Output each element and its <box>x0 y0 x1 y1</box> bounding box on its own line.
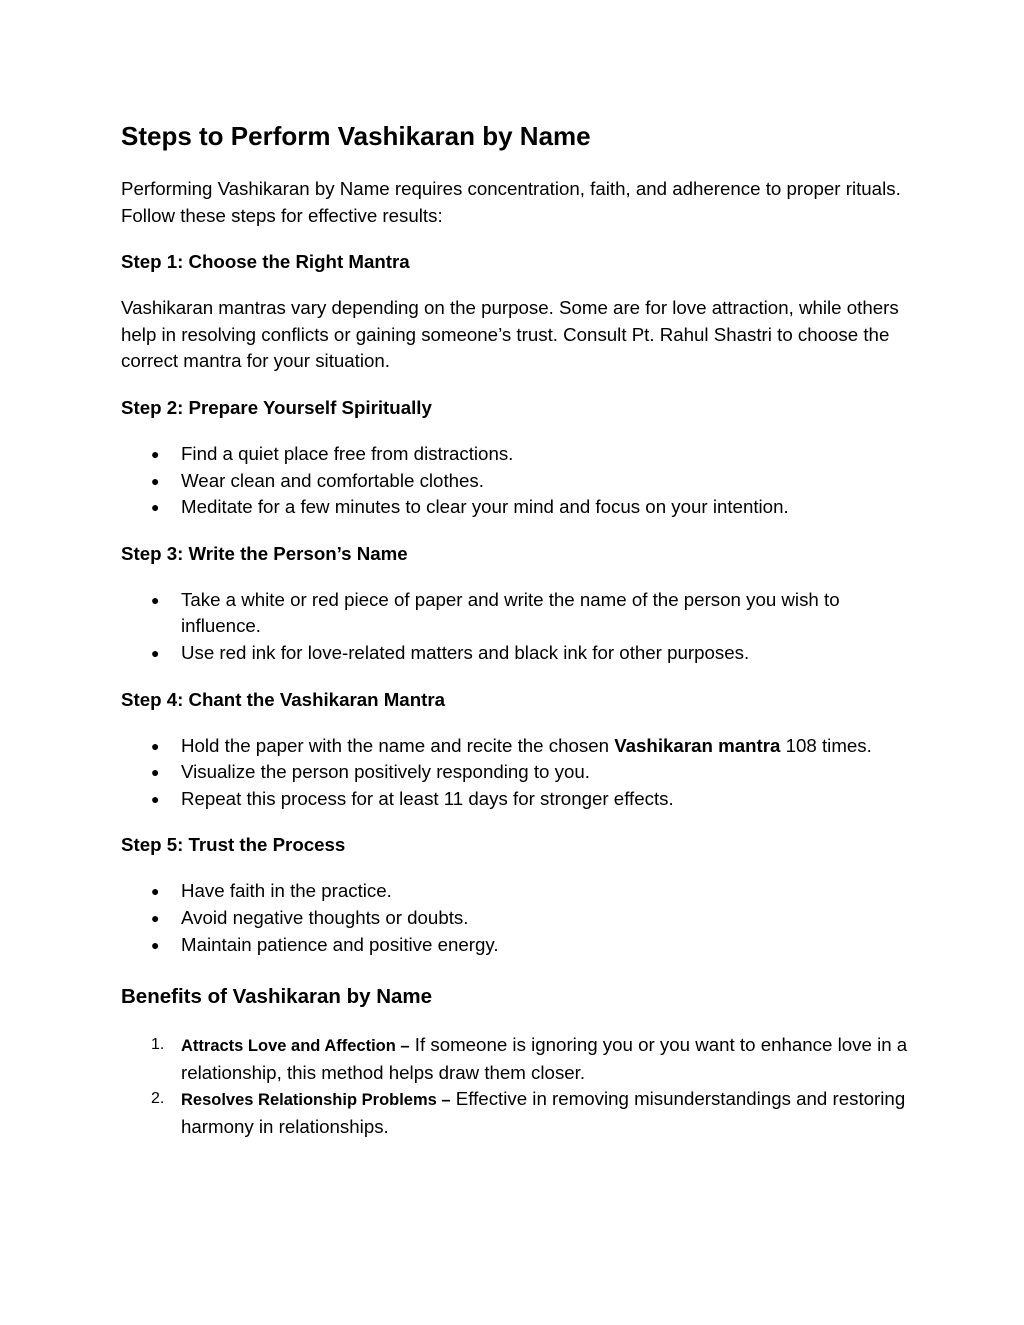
bullet-icon: ● <box>151 790 160 807</box>
list-item: 2. Resolves Relationship Problems – Effective in removing misunderstandings and restoring harmony in relationships. <box>151 1088 906 1137</box>
page-title: Steps to Perform Vashikaran by Name <box>121 121 591 151</box>
list-item: ● Find a quiet place free from distractions. <box>121 441 911 468</box>
mantra-emphasis: Vashikaran mantra <box>614 734 781 756</box>
list-number: 1. <box>151 1036 165 1054</box>
list-item: ● Visualize the person positively responding to you. <box>121 759 911 786</box>
bullet-icon: ● <box>151 883 160 900</box>
step-1-heading: Step 1: Choose the Right Mantra <box>121 251 410 273</box>
list-item: ● Take a white or red piece of paper and write the name of the person you wish to influence. <box>151 588 840 637</box>
document-page <box>121 118 911 1140</box>
step-3-heading: Step 3: Write the Person’s Name <box>121 542 408 564</box>
bullet-icon: ● <box>151 737 160 754</box>
list-item: ● Avoid negative thoughts or doubts. <box>121 905 911 932</box>
step-4-list <box>121 733 911 813</box>
bullet-icon: ● <box>151 499 160 516</box>
bullet-icon: ● <box>151 445 160 462</box>
step-2-list <box>121 441 911 521</box>
step-1-text: Vashikaran mantras vary depending on the purpose. Some are for love attraction, while others help in resolving conflicts or gaining someone’s trust. Consult Pt. Rahul Shastri to choose the correct mantra for your situation. <box>121 297 899 372</box>
list-item: ● Have faith in the practice. <box>121 878 911 905</box>
list-item: ● Maintain patience and positive energy. <box>121 932 911 959</box>
bullet-icon: ● <box>151 591 160 608</box>
list-item: ● Hold the paper with the name and recite the chosen Vashikaran mantra 108 times. <box>121 733 911 760</box>
benefits-heading: Benefits of Vashikaran by Name <box>121 985 433 1009</box>
list-item: 1. Attracts Love and Affection – If someone is ignoring you or you want to enhance love in a relationship, this method helps draw them closer. <box>151 1034 908 1083</box>
list-item: ● Use red ink for love-related matters and black ink for other purposes. <box>121 640 911 667</box>
list-number: 2. <box>151 1090 165 1108</box>
list-item: ● Repeat this process for at least 11 days for stronger effects. <box>121 786 911 813</box>
list-item: ● Meditate for a few minutes to clear your mind and focus on your intention. <box>121 494 911 521</box>
bullet-icon: ● <box>151 909 160 926</box>
benefit-title: Attracts Love and Affection – <box>181 1037 410 1056</box>
step-2-heading: Step 2: Prepare Yourself Spiritually <box>121 396 432 418</box>
step-5-list <box>121 878 911 958</box>
intro-paragraph: Performing Vashikaran by Name requires concentration, faith, and adherence to proper rituals. Follow these steps for effective results: <box>121 178 901 226</box>
bullet-icon: ● <box>151 472 160 489</box>
step-3-list <box>121 587 911 667</box>
benefit-title: Resolves Relationship Problems – <box>181 1091 451 1110</box>
step-4-heading: Step 4: Chant the Vashikaran Mantra <box>121 688 446 710</box>
bullet-icon: ● <box>151 644 160 661</box>
bullet-icon: ● <box>151 764 160 781</box>
step-5-heading: Step 5: Trust the Process <box>121 834 346 856</box>
list-item: ● Wear clean and comfortable clothes. <box>121 468 911 495</box>
benefits-list <box>121 1032 911 1140</box>
bullet-icon: ● <box>151 936 160 953</box>
